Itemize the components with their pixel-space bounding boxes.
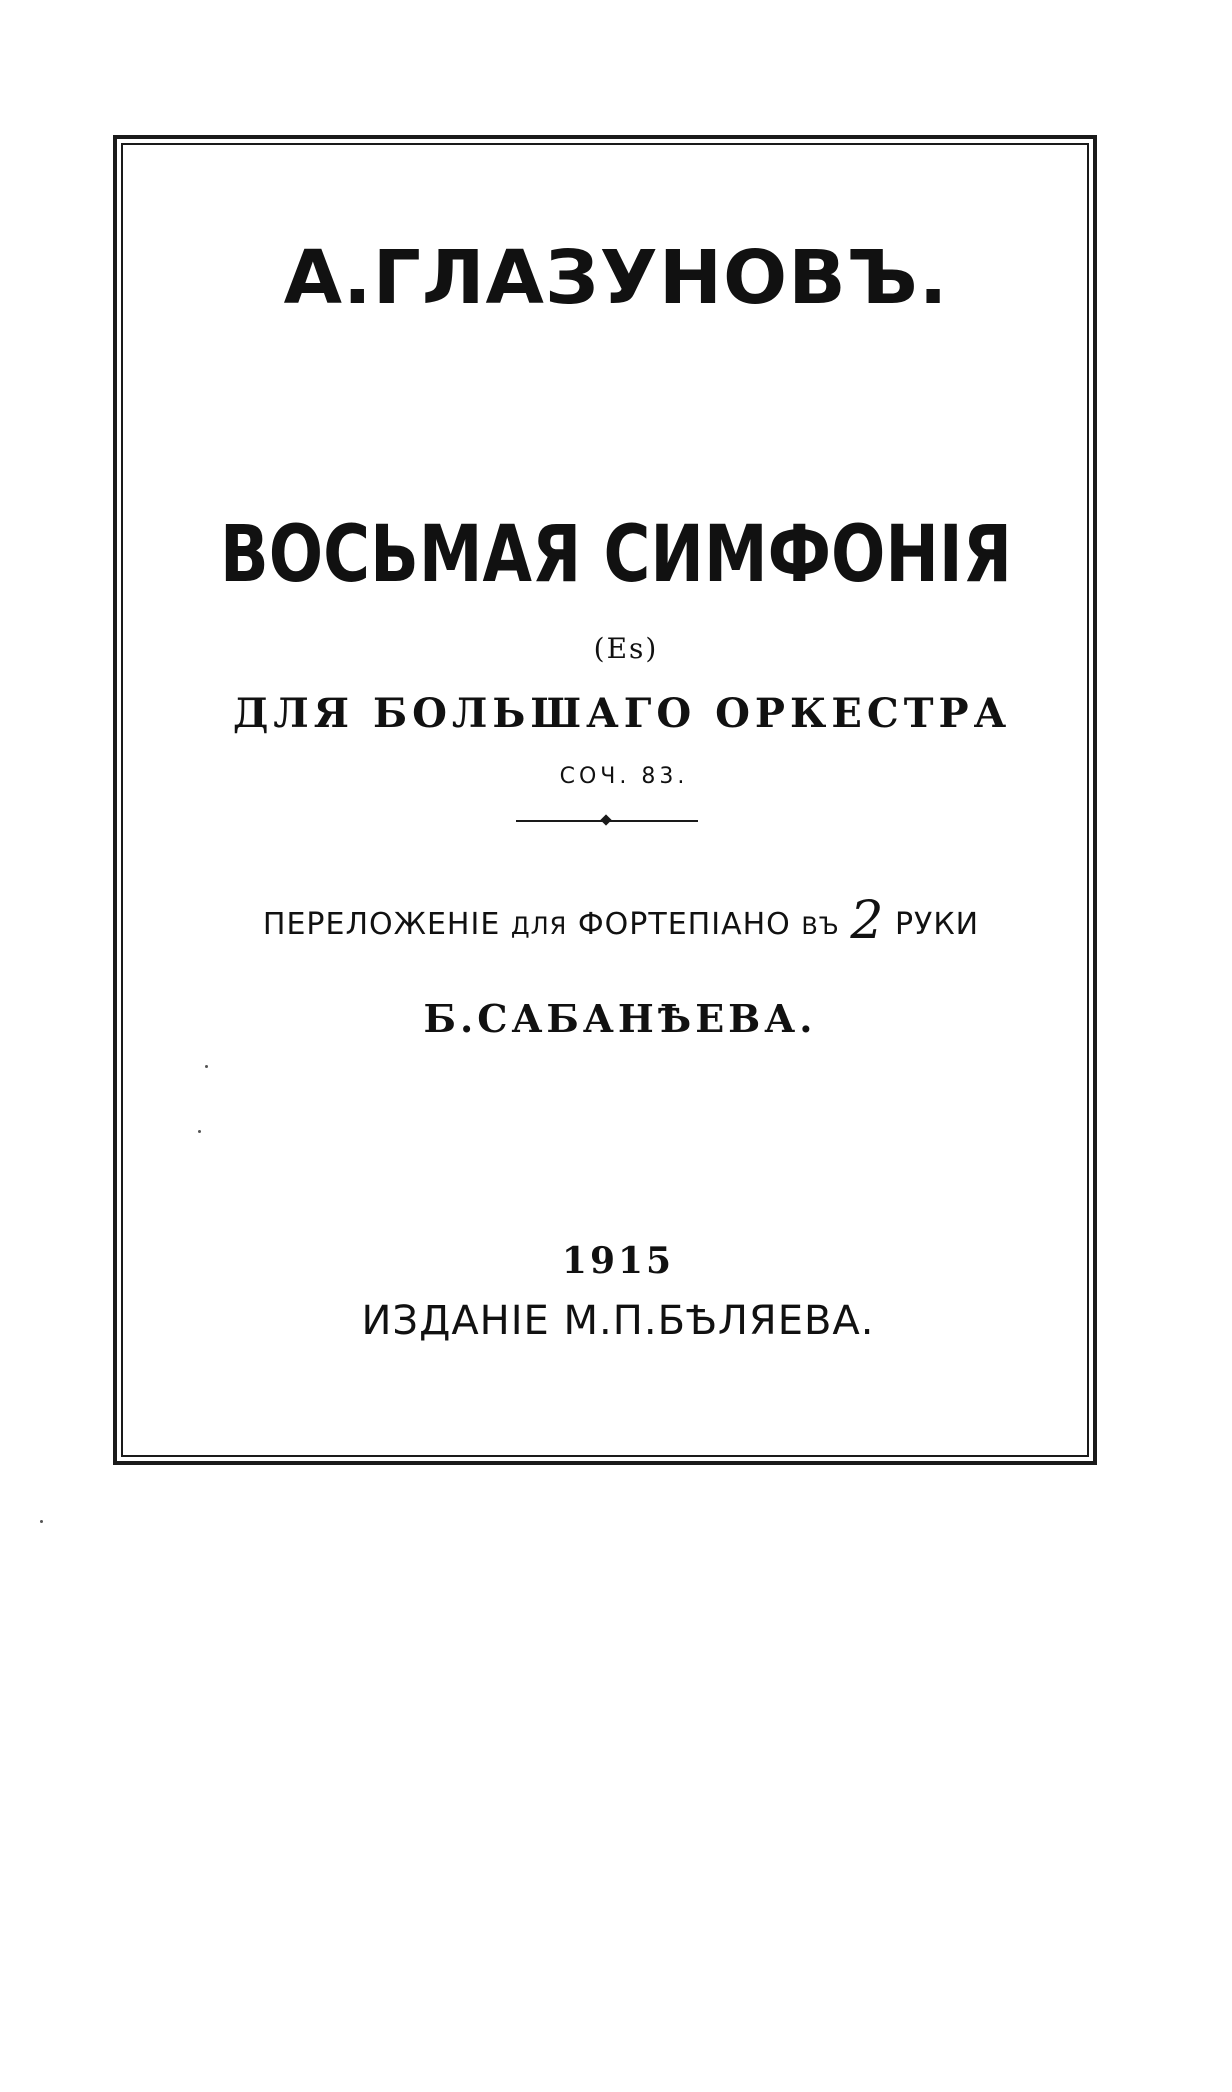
transcription-in: ВЪ (801, 912, 840, 940)
transcription-hands: РУКИ (894, 907, 980, 942)
transcription-prefix: ПЕРЕЛОЖЕНІЕ (262, 907, 501, 942)
print-speck (198, 1130, 201, 1133)
publication-year: 1915 (561, 1240, 675, 1282)
opus-number: СОЧ. 83. (559, 764, 689, 789)
transcription-for: ДЛЯ (510, 912, 568, 940)
print-speck (205, 1065, 208, 1068)
work-title: ВОСЬМАЯ СИМФОНІЯ (220, 510, 1012, 600)
transcription-number: 2 (850, 891, 885, 951)
transcription-instrument: ФОРТЕПІАНО (577, 907, 791, 942)
transcription-line (5, 891, 1232, 951)
composer-name: А.ГЛАЗУНОВЪ. (283, 235, 949, 321)
publisher-line: ИЗДАНІЕ М.П.БѢЛЯЕВА. (361, 1298, 875, 1344)
arranger-name: Б.САБАНѢЕВА. (423, 996, 817, 1041)
print-speck (40, 1520, 43, 1523)
key-signature: (Es) (593, 632, 659, 665)
orchestra-subtitle: ДЛЯ БОЛЬШАГО ОРКЕСТРА (232, 690, 1012, 737)
